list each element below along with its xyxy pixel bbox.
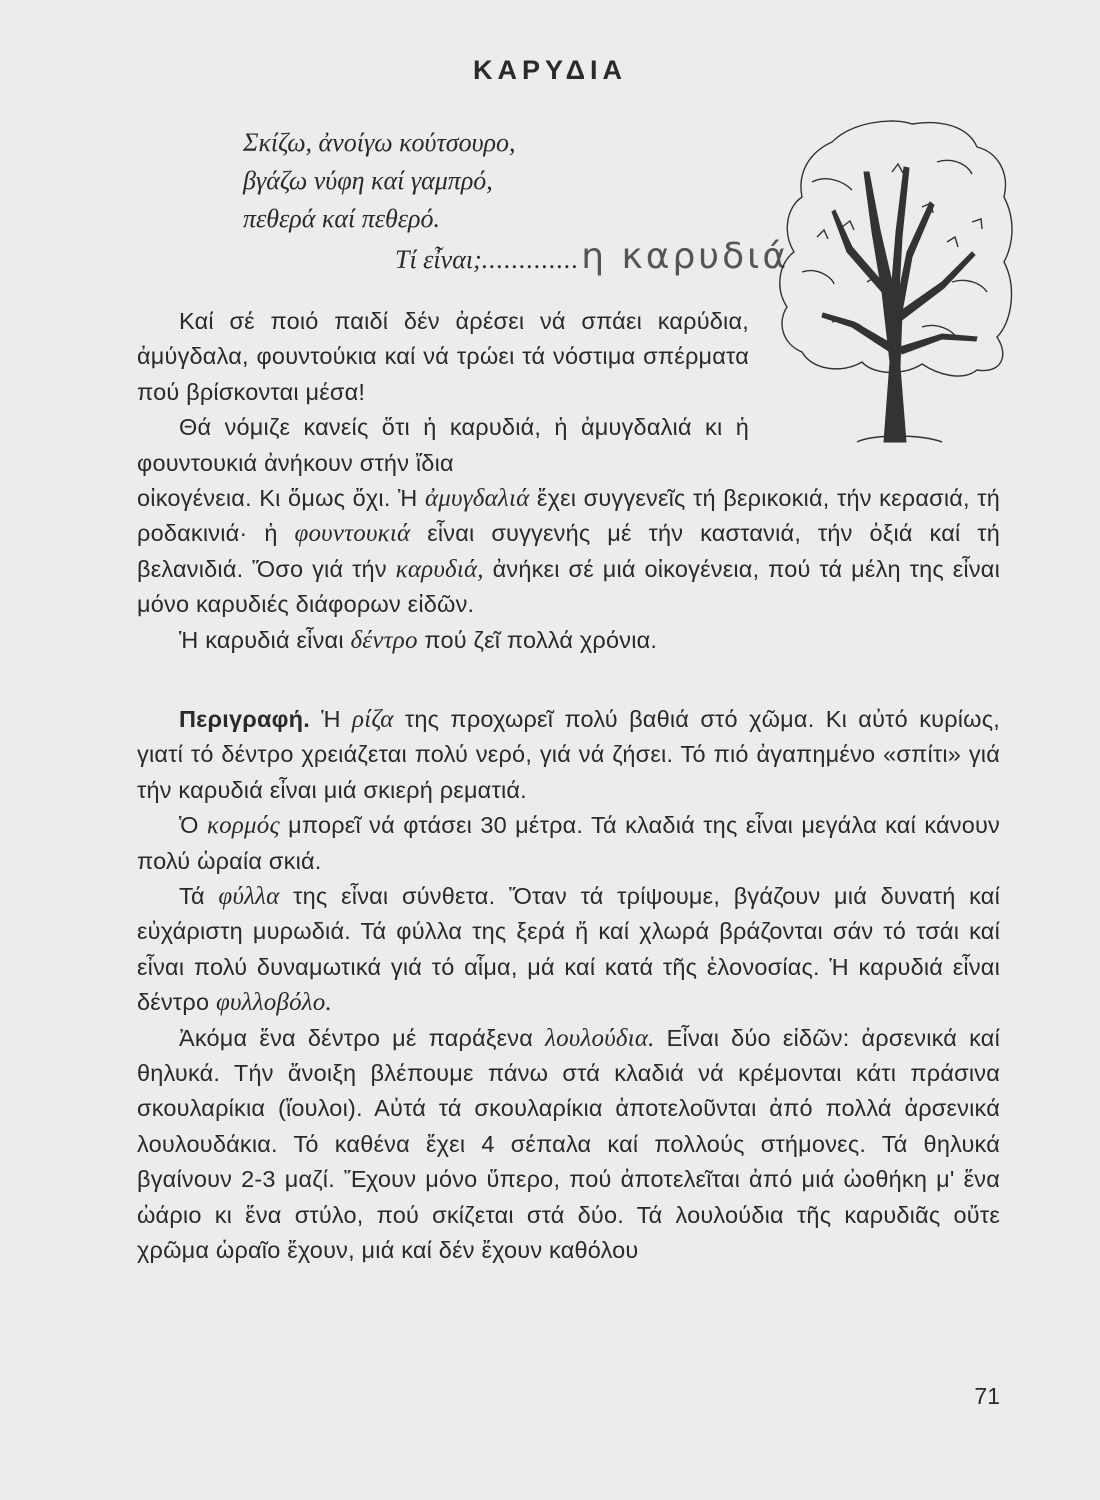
italic-term: καρυδιά,: [395, 555, 484, 583]
text-run: Ἡ καρυδιά εἶναι: [179, 626, 351, 653]
handwritten-answer: η καρυδιά: [581, 236, 790, 277]
intro-block: [137, 304, 1000, 658]
italic-term: φουντουκιά: [294, 520, 411, 548]
page-number: 71: [974, 1383, 1000, 1409]
riddle: [243, 124, 790, 279]
italic-term: δέντρο: [350, 626, 418, 654]
italic-term: φύλλα: [218, 883, 280, 911]
text-run: οἰκογένεια. Κι ὅμως ὄχι. Ἡ: [137, 485, 425, 512]
text-run: της προχωρεῖ πολύ βαθιά στό χῶμα. Κι αὐτό κυρίως, γιατί τό δέντρο χρειάζεται πολύ νερό, γιά νά ζήσει. Τό πιό ἀγαπημένο «σπίτι» γιά τήν καρυδιά εἶναι μιά σκιερή ρεματιά.: [137, 706, 1000, 803]
answer-dots: .............: [481, 245, 580, 274]
description-block: [137, 702, 1000, 1269]
italic-term: λουλούδια.: [545, 1024, 655, 1052]
paragraph-1: Καί σέ ποιό παιδί δέν ἀρέσει νά σπάει καρύδια, ἀμύγδαλα, φουντούκια καί νά τρώει τά νόστιμα σπέρματα πού βρίσκονται μέσα!: [137, 308, 749, 405]
italic-term: ἀμυγδαλιά: [424, 485, 530, 513]
paragraph-2a: Θά νόμιζε κανείς ὅτι ἡ καρυδιά, ἡ ἀμυγδαλιά κι ἡ φουντουκιά ἀνήκουν στήν ἴδια: [137, 414, 749, 476]
text-run: Τά: [179, 883, 219, 910]
text-run: της εἶναι σύνθετα. Ὅταν τά τρίψουμε, βγάζουν μιά δυνατή καί εὐχάριστη μυρωδιά. Τά φύλλα της ξερά ἤ καί χλωρά βράζονται σάν τό τσάι καί εἶναι πολύ δυναμωτικά γιά τό αἷμα, μά καί κατά τῆς ἑλονοσίας. Ἡ καρυδιά εἶναι δέντρο: [137, 883, 1000, 1016]
text-run: πού ζεῖ πολλά χρόνια.: [417, 626, 658, 653]
riddle-line-3: πεθερά καί πεθερό.: [243, 204, 441, 233]
italic-term: ρίζα: [352, 706, 394, 733]
text-run: Εἶναι δύο εἰδῶν: ἀρσενικά καί θηλυκά. Τήν ἄνοιξη βλέπουμε πάνω στά κλαδιά νά κρέμονται κάτι πράσινα σκουλαρίκια (ἴουλοι). Αὐτά τά σκουλαρίκια ἀποτελοῦνται ἀπό πολλά ἀρσενικά λουλουδάκια. Τό καθένα ἔχει 4 σέπαλα καί πολλούς στήμονες. Τά θηλυκά βγαίνουν 2-3 μαζί. Ἔχουν μόνο ὕπερο, πού ἀποτελεῖται ἀπό μιά ὠοθήκη μ' ἕνα ὠάριο κι ἕνα στύλο, πού σκίζεται στά δύο. Τά λουλούδια τῆς καρυδιᾶς οὔτε χρῶμα ὡραῖο ἔχουν, μιά καί δέν ἔχουν καθόλου: [137, 1024, 1001, 1264]
text-run: Ἡ: [309, 706, 352, 732]
italic-term: κορμός: [206, 812, 280, 840]
paragraph-2b: [137, 481, 1000, 623]
riddle-answer-line: [243, 236, 790, 279]
text-run: Ὁ: [179, 812, 207, 839]
riddle-question: Τί εἶναι;: [395, 245, 482, 274]
riddle-line-2: βγάζω νύφη καί γαμπρό,: [243, 166, 493, 195]
page-title: ΚΑΡΥΔΙΑ: [473, 55, 627, 85]
paragraph-4: [137, 702, 1000, 808]
text-run: ἔχει συγγενεῖς τή βερικοκιά, τήν κερασιά, τή ροδακινιά· ἡ: [137, 485, 1000, 547]
paragraph-5: [137, 808, 1000, 879]
text-run: Ἀκόμα ἕνα δέντρο μέ παράξενα: [179, 1024, 546, 1051]
riddle-line-1: Σκίζω, ἀνοίγω κούτσουρο,: [243, 128, 516, 157]
text-run: εἶναι συγγενής μέ τήν καστανιά, τήν ὀξιά καί τή βελανιδιά. Ὅσο γιά τήν: [137, 520, 1001, 582]
text-run: ἀνήκει σέ μιά οἰκογένεια, πού τά μέλη της εἶναι μόνο καρυδιές διάφορων εἰδῶν.: [137, 555, 1000, 618]
italic-term: φυλλοβόλο.: [215, 989, 332, 1017]
text-run: μπορεῖ νά φτάσει 30 μέτρα. Τά κλαδιά της εἶναι μεγάλα καί κάνουν πολύ ὡραία σκιά.: [137, 812, 1000, 874]
paragraph-6: [137, 879, 1000, 1021]
paragraph-7: [137, 1021, 1000, 1269]
paragraph-3: [137, 623, 1000, 658]
section-heading: Περιγραφή.: [179, 706, 310, 732]
